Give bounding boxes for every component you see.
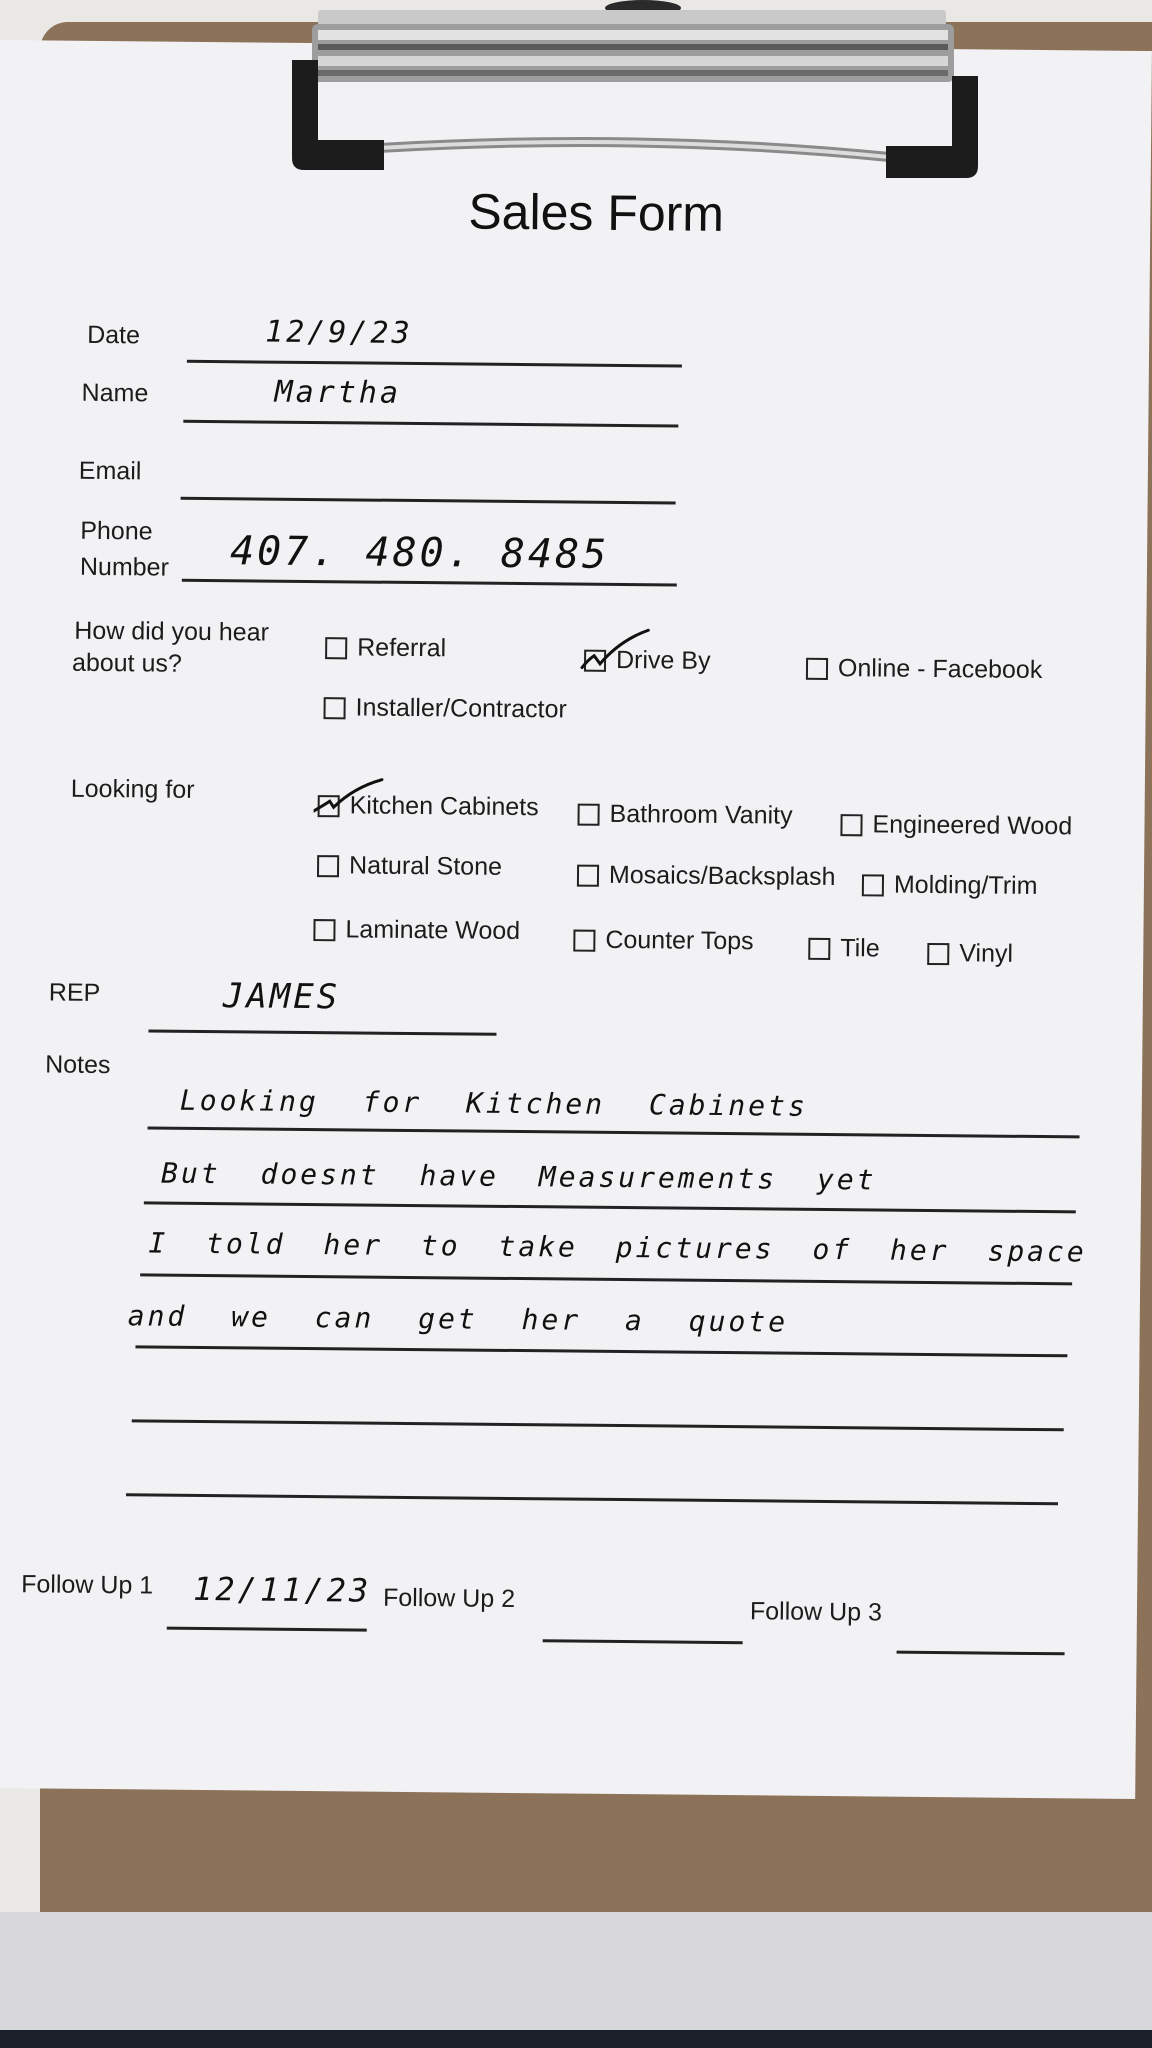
rep-value[interactable]: JAMES [222, 976, 341, 1018]
checkbox-label: Laminate Wood [345, 915, 521, 946]
hear-label-line2: about us? [71, 648, 182, 678]
checkbox-box[interactable] [325, 637, 347, 659]
checkbox-box[interactable] [577, 803, 599, 825]
rep-label: REP [48, 978, 101, 1008]
checkbox-natural-stone[interactable] [317, 851, 502, 882]
checkbox-counter-tops[interactable] [573, 926, 754, 957]
checkbox-mosaics-backsplash[interactable] [577, 861, 836, 892]
checkbox-box[interactable] [577, 864, 599, 886]
name-value[interactable]: Martha [274, 374, 402, 411]
checkbox-drive-by[interactable] [584, 646, 711, 676]
checkbox-online-facebook[interactable] [806, 654, 1043, 685]
sales-form-paper [0, 40, 1152, 1799]
phone-label-line1: Phone [80, 516, 153, 546]
checkbox-box[interactable] [317, 855, 339, 877]
checkbox-installer-contractor[interactable] [323, 693, 566, 724]
phone-line [182, 579, 677, 587]
checkbox-box[interactable] [862, 874, 884, 896]
checkbox-label: Kitchen Cabinets [349, 791, 539, 822]
notes-line [126, 1493, 1058, 1505]
notes-line [132, 1419, 1064, 1431]
checkbox-label: Engineered Wood [872, 810, 1073, 841]
checkbox-label: Online - Facebook [837, 654, 1043, 685]
notes-line [144, 1201, 1076, 1213]
follow-up-3-label: Follow Up 3 [749, 1597, 883, 1627]
notes-text-line[interactable]: and we can get her a quote [127, 1299, 789, 1339]
rep-line [148, 1029, 496, 1035]
notes-text-line[interactable]: But doesnt have Measurements yet [160, 1156, 877, 1197]
notes-line [140, 1273, 1072, 1285]
checkmark-icon [580, 625, 650, 672]
checkbox-label: Referral [357, 633, 447, 663]
checkbox-label: Mosaics/Backsplash [608, 860, 836, 892]
checkbox-label: Installer/Contractor [355, 693, 567, 724]
follow-up-1-label: Follow Up 1 [21, 1570, 154, 1600]
checkbox-label: Tile [840, 934, 880, 963]
clipboard-clip-icon [288, 0, 978, 190]
checkbox-label: Molding/Trim [893, 870, 1038, 900]
checkbox-box[interactable] [324, 697, 346, 719]
checkbox-kitchen-cabinets[interactable] [318, 791, 539, 822]
notes-text-line[interactable]: I told her to take pictures of her space [148, 1226, 1087, 1269]
email-label: Email [78, 456, 142, 486]
checkbox-label: Bathroom Vanity [609, 799, 793, 830]
hear-label-line1: How did you hear [74, 616, 270, 647]
notes-text-line[interactable]: Looking for Kitchen Cabinets [179, 1083, 808, 1123]
checkbox-box[interactable] [313, 919, 335, 941]
date-label: Date [87, 320, 141, 350]
checkbox-engineered-wood[interactable] [840, 810, 1072, 841]
date-line [187, 360, 682, 368]
checkbox-label: Natural Stone [348, 851, 503, 881]
date-value[interactable]: 12/9/23 [265, 314, 413, 351]
name-line [183, 420, 678, 428]
notes-line [135, 1345, 1067, 1357]
checkbox-bathroom-vanity[interactable] [577, 800, 792, 831]
checkbox-box[interactable] [927, 942, 949, 964]
checkbox-laminate-wood[interactable] [313, 915, 520, 946]
follow-up-1-line [167, 1627, 367, 1632]
name-label: Name [81, 378, 149, 408]
checkbox-vinyl[interactable] [927, 939, 1013, 969]
notes-label: Notes [45, 1050, 111, 1080]
form-title: Sales Form [468, 183, 725, 242]
follow-up-1-value[interactable]: 12/11/23 [192, 1569, 372, 1610]
looking-for-label: Looking for [70, 774, 195, 804]
table-surface [0, 1912, 1152, 2030]
table-edge [0, 2030, 1152, 2048]
checkbox-box[interactable] [840, 814, 862, 836]
phone-value[interactable]: 407. 480. 8485 [229, 528, 610, 578]
checkbox-tile[interactable] [808, 934, 880, 964]
checkbox-box[interactable] [808, 937, 830, 959]
checkbox-box[interactable] [584, 649, 606, 671]
email-line [181, 497, 676, 505]
follow-up-2-label: Follow Up 2 [382, 1583, 516, 1614]
phone-label-line2: Number [79, 552, 169, 582]
checkbox-label: Drive By [615, 645, 711, 675]
checkbox-molding-trim[interactable] [862, 870, 1038, 901]
checkbox-box[interactable] [806, 657, 828, 679]
checkmark-icon [314, 771, 384, 818]
checkbox-referral[interactable] [325, 633, 446, 663]
follow-up-3-line [897, 1651, 1065, 1656]
follow-up-2-line [543, 1639, 743, 1644]
checkbox-box[interactable] [318, 795, 340, 817]
notes-line [148, 1126, 1080, 1138]
checkbox-label: Vinyl [959, 939, 1014, 968]
checkbox-box[interactable] [573, 929, 595, 951]
checkbox-label: Counter Tops [605, 925, 754, 956]
